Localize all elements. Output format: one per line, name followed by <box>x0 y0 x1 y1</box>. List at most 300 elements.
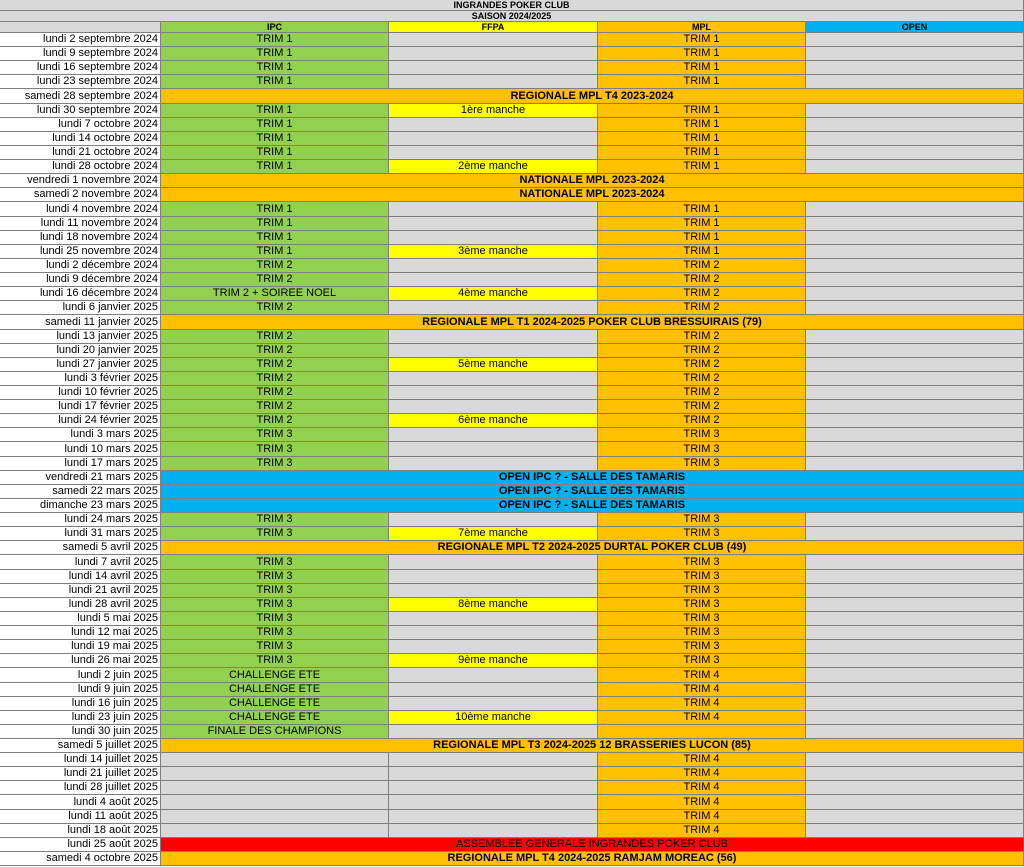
ipc-header: IPC <box>161 22 389 33</box>
ipc-cell: TRIM 1 <box>161 75 389 89</box>
ipc-cell <box>161 810 389 824</box>
ffpa-cell <box>389 824 598 838</box>
ffpa-cell <box>389 231 598 245</box>
date-cell: lundi 21 juillet 2025 <box>0 767 161 781</box>
ffpa-cell: 9ème manche <box>389 654 598 668</box>
ipc-cell: CHALLENGE ETE <box>161 683 389 697</box>
open-cell <box>806 725 1024 739</box>
ffpa-cell <box>389 400 598 414</box>
table-row <box>0 781 1024 795</box>
table-row <box>0 838 1024 852</box>
open-cell <box>806 824 1024 838</box>
ipc-cell: CHALLENGE ETE <box>161 697 389 711</box>
date-cell: lundi 27 janvier 2025 <box>0 358 161 372</box>
table-row <box>0 146 1024 160</box>
date-cell: lundi 7 octobre 2024 <box>0 118 161 132</box>
mpl-cell: TRIM 1 <box>598 245 806 259</box>
mpl-cell: TRIM 1 <box>598 75 806 89</box>
table-row <box>0 612 1024 626</box>
open-cell <box>806 584 1024 598</box>
date-cell: lundi 7 avril 2025 <box>0 555 161 570</box>
open-cell <box>806 668 1024 683</box>
date-cell: lundi 9 juin 2025 <box>0 683 161 697</box>
date-cell: lundi 14 avril 2025 <box>0 570 161 584</box>
table-row <box>0 245 1024 259</box>
table-row <box>0 33 1024 47</box>
open-cell <box>806 457 1024 471</box>
ipc-cell: TRIM 3 <box>161 442 389 457</box>
mpl-cell: TRIM 1 <box>598 47 806 61</box>
event-cell: REGIONALE MPL T4 2023-2024 <box>161 89 1024 104</box>
ipc-cell: TRIM 1 <box>161 160 389 174</box>
table-row <box>0 273 1024 287</box>
date-cell: lundi 16 juin 2025 <box>0 697 161 711</box>
table-row <box>0 485 1024 499</box>
date-cell: lundi 10 février 2025 <box>0 386 161 400</box>
ffpa-cell <box>389 457 598 471</box>
open-cell <box>806 414 1024 428</box>
date-cell: lundi 9 septembre 2024 <box>0 47 161 61</box>
event-cell: NATIONALE MPL 2023-2024 <box>161 188 1024 202</box>
ipc-cell <box>161 753 389 767</box>
ffpa-cell <box>389 132 598 146</box>
ipc-cell: TRIM 1 <box>161 146 389 160</box>
ipc-cell: TRIM 3 <box>161 457 389 471</box>
table-row <box>0 541 1024 555</box>
mpl-cell: TRIM 1 <box>598 217 806 231</box>
ipc-cell: TRIM 3 <box>161 640 389 654</box>
date-cell: lundi 14 juillet 2025 <box>0 753 161 767</box>
ipc-cell: TRIM 2 <box>161 330 389 344</box>
table-row <box>0 767 1024 781</box>
open-cell <box>806 217 1024 231</box>
ipc-cell: TRIM 3 <box>161 513 389 527</box>
date-cell: lundi 9 décembre 2024 <box>0 273 161 287</box>
mpl-cell: TRIM 2 <box>598 372 806 386</box>
table-row <box>0 315 1024 330</box>
ipc-cell: TRIM 3 <box>161 654 389 668</box>
ffpa-cell <box>389 668 598 683</box>
date-cell: lundi 21 octobre 2024 <box>0 146 161 160</box>
ipc-cell <box>161 767 389 781</box>
table-row <box>0 570 1024 584</box>
mpl-cell: TRIM 3 <box>598 626 806 640</box>
table-row <box>0 174 1024 188</box>
table-row <box>0 217 1024 231</box>
ffpa-cell <box>389 118 598 132</box>
column-header-row <box>0 22 1024 33</box>
date-cell: lundi 28 avril 2025 <box>0 598 161 612</box>
date-cell: lundi 11 août 2025 <box>0 810 161 824</box>
mpl-cell: TRIM 4 <box>598 810 806 824</box>
open-cell <box>806 683 1024 697</box>
open-cell <box>806 612 1024 626</box>
ipc-cell: CHALLENGE ETE <box>161 668 389 683</box>
date-cell: lundi 19 mai 2025 <box>0 640 161 654</box>
date-cell: lundi 28 octobre 2024 <box>0 160 161 174</box>
table-row <box>0 132 1024 146</box>
mpl-cell: TRIM 3 <box>598 612 806 626</box>
mpl-cell: TRIM 3 <box>598 555 806 570</box>
open-cell <box>806 372 1024 386</box>
ffpa-cell <box>389 428 598 442</box>
sheet-title: INGRANDES POKER CLUB <box>0 0 1024 11</box>
table-row <box>0 75 1024 89</box>
date-cell: lundi 11 novembre 2024 <box>0 217 161 231</box>
ffpa-cell <box>389 697 598 711</box>
open-cell <box>806 767 1024 781</box>
table-row <box>0 442 1024 457</box>
season-row <box>0 11 1024 22</box>
date-cell: lundi 3 février 2025 <box>0 372 161 386</box>
open-cell <box>806 344 1024 358</box>
ffpa-cell <box>389 781 598 795</box>
open-cell <box>806 386 1024 400</box>
open-cell <box>806 781 1024 795</box>
table-row <box>0 231 1024 245</box>
table-row <box>0 330 1024 344</box>
ipc-cell: TRIM 2 <box>161 372 389 386</box>
ipc-cell: TRIM 2 <box>161 400 389 414</box>
table-row <box>0 711 1024 725</box>
date-cell: samedi 28 septembre 2024 <box>0 89 161 104</box>
date-cell: lundi 23 septembre 2024 <box>0 75 161 89</box>
ffpa-cell <box>389 640 598 654</box>
open-cell <box>806 358 1024 372</box>
open-cell <box>806 330 1024 344</box>
table-row <box>0 372 1024 386</box>
mpl-cell: TRIM 2 <box>598 301 806 315</box>
open-cell <box>806 555 1024 570</box>
table-row <box>0 400 1024 414</box>
date-cell: vendredi 21 mars 2025 <box>0 471 161 485</box>
ffpa-cell <box>389 725 598 739</box>
mpl-header: MPL <box>598 22 806 33</box>
table-row <box>0 202 1024 217</box>
table-row <box>0 640 1024 654</box>
mpl-cell: TRIM 2 <box>598 386 806 400</box>
ffpa-cell <box>389 584 598 598</box>
date-cell: lundi 28 juillet 2025 <box>0 781 161 795</box>
table-row <box>0 739 1024 753</box>
ffpa-header: FFPA <box>389 22 598 33</box>
open-cell <box>806 245 1024 259</box>
mpl-cell: TRIM 1 <box>598 132 806 146</box>
open-cell <box>806 160 1024 174</box>
ffpa-cell <box>389 570 598 584</box>
open-cell <box>806 442 1024 457</box>
ipc-cell: TRIM 2 <box>161 344 389 358</box>
table-row <box>0 513 1024 527</box>
mpl-cell: TRIM 4 <box>598 824 806 838</box>
date-cell: lundi 26 mai 2025 <box>0 654 161 668</box>
date-cell: lundi 24 mars 2025 <box>0 513 161 527</box>
date-cell: samedi 22 mars 2025 <box>0 485 161 499</box>
table-row <box>0 358 1024 372</box>
ffpa-cell <box>389 626 598 640</box>
table-row <box>0 61 1024 75</box>
event-cell: REGIONALE MPL T3 2024-2025 12 BRASSERIES LUCON (85) <box>161 739 1024 753</box>
table-row <box>0 697 1024 711</box>
table-row <box>0 584 1024 598</box>
mpl-cell <box>598 725 806 739</box>
open-cell <box>806 711 1024 725</box>
open-cell <box>806 598 1024 612</box>
ipc-cell: TRIM 3 <box>161 598 389 612</box>
date-cell: lundi 23 juin 2025 <box>0 711 161 725</box>
mpl-cell: TRIM 3 <box>598 654 806 668</box>
date-cell: lundi 17 mars 2025 <box>0 457 161 471</box>
open-cell <box>806 61 1024 75</box>
ipc-cell: TRIM 2 <box>161 358 389 372</box>
mpl-cell: TRIM 2 <box>598 287 806 301</box>
date-cell: lundi 4 novembre 2024 <box>0 202 161 217</box>
date-cell: lundi 4 août 2025 <box>0 795 161 810</box>
mpl-cell: TRIM 3 <box>598 442 806 457</box>
ipc-cell: TRIM 1 <box>161 61 389 75</box>
table-row <box>0 683 1024 697</box>
ipc-cell <box>161 824 389 838</box>
date-cell: lundi 16 septembre 2024 <box>0 61 161 75</box>
ffpa-cell <box>389 513 598 527</box>
mpl-cell: TRIM 4 <box>598 683 806 697</box>
ffpa-cell: 4ème manche <box>389 287 598 301</box>
ipc-cell: TRIM 1 <box>161 231 389 245</box>
mpl-cell: TRIM 1 <box>598 33 806 47</box>
ipc-cell: TRIM 2 <box>161 414 389 428</box>
open-cell <box>806 753 1024 767</box>
ffpa-cell <box>389 753 598 767</box>
ffpa-cell: 3ème manche <box>389 245 598 259</box>
open-cell <box>806 570 1024 584</box>
ipc-cell: TRIM 3 <box>161 626 389 640</box>
table-row <box>0 725 1024 739</box>
ffpa-cell <box>389 273 598 287</box>
date-cell: lundi 30 septembre 2024 <box>0 104 161 118</box>
ipc-cell: TRIM 1 <box>161 132 389 146</box>
ffpa-cell <box>389 146 598 160</box>
ipc-cell: TRIM 3 <box>161 428 389 442</box>
event-cell: OPEN IPC ? - SALLE DES TAMARIS <box>161 485 1024 499</box>
open-cell <box>806 626 1024 640</box>
season-label: SAISON 2024/2025 <box>0 11 1024 22</box>
ffpa-cell <box>389 259 598 273</box>
date-cell: lundi 2 septembre 2024 <box>0 33 161 47</box>
event-cell: REGIONALE MPL T1 2024-2025 POKER CLUB BRESSUIRAIS (79) <box>161 315 1024 330</box>
ffpa-cell <box>389 202 598 217</box>
open-cell <box>806 513 1024 527</box>
table-row <box>0 753 1024 767</box>
date-cell: lundi 31 mars 2025 <box>0 527 161 541</box>
ffpa-cell <box>389 810 598 824</box>
open-cell <box>806 287 1024 301</box>
date-cell: lundi 10 mars 2025 <box>0 442 161 457</box>
table-row <box>0 259 1024 273</box>
ffpa-cell <box>389 767 598 781</box>
open-cell <box>806 527 1024 541</box>
open-cell <box>806 33 1024 47</box>
open-cell <box>806 428 1024 442</box>
mpl-cell: TRIM 2 <box>598 414 806 428</box>
mpl-cell: TRIM 3 <box>598 598 806 612</box>
mpl-cell: TRIM 4 <box>598 697 806 711</box>
ipc-cell: TRIM 1 <box>161 202 389 217</box>
open-cell <box>806 795 1024 810</box>
mpl-cell: TRIM 4 <box>598 781 806 795</box>
ffpa-cell <box>389 33 598 47</box>
ffpa-cell <box>389 372 598 386</box>
open-cell <box>806 47 1024 61</box>
ffpa-cell <box>389 330 598 344</box>
ffpa-cell <box>389 442 598 457</box>
ffpa-cell <box>389 47 598 61</box>
date-cell: lundi 18 août 2025 <box>0 824 161 838</box>
mpl-cell: TRIM 1 <box>598 118 806 132</box>
table-row <box>0 89 1024 104</box>
mpl-cell: TRIM 3 <box>598 640 806 654</box>
mpl-cell: TRIM 2 <box>598 358 806 372</box>
ipc-cell <box>161 795 389 810</box>
open-cell <box>806 104 1024 118</box>
open-cell <box>806 301 1024 315</box>
mpl-cell: TRIM 3 <box>598 513 806 527</box>
ipc-cell: TRIM 2 <box>161 259 389 273</box>
ffpa-cell: 10ème manche <box>389 711 598 725</box>
event-cell: REGIONALE MPL T4 2024-2025 RAMJAM MOREAC (56) <box>161 852 1024 866</box>
event-cell: ASSEMBLEE GENERALE INGRANDES POKER CLUB <box>161 838 1024 852</box>
ipc-cell: TRIM 3 <box>161 570 389 584</box>
table-row <box>0 287 1024 301</box>
event-cell: OPEN IPC ? - SALLE DES TAMARIS <box>161 499 1024 513</box>
table-row <box>0 457 1024 471</box>
date-cell: dimanche 23 mars 2025 <box>0 499 161 513</box>
ffpa-cell <box>389 344 598 358</box>
ipc-cell: TRIM 1 <box>161 245 389 259</box>
ffpa-cell <box>389 301 598 315</box>
mpl-cell: TRIM 2 <box>598 259 806 273</box>
mpl-cell: TRIM 2 <box>598 344 806 358</box>
date-cell: lundi 14 octobre 2024 <box>0 132 161 146</box>
ffpa-cell <box>389 683 598 697</box>
date-cell: samedi 5 juillet 2025 <box>0 739 161 753</box>
mpl-cell: TRIM 3 <box>598 428 806 442</box>
table-row <box>0 414 1024 428</box>
ffpa-cell <box>389 386 598 400</box>
ipc-cell: TRIM 2 <box>161 273 389 287</box>
table-row <box>0 527 1024 541</box>
date-cell: lundi 18 novembre 2024 <box>0 231 161 245</box>
mpl-cell: TRIM 4 <box>598 711 806 725</box>
open-cell <box>806 654 1024 668</box>
ipc-cell: FINALE DES CHAMPIONS <box>161 725 389 739</box>
ipc-cell: CHALLENGE ETE <box>161 711 389 725</box>
table-row <box>0 555 1024 570</box>
table-row <box>0 47 1024 61</box>
open-cell <box>806 132 1024 146</box>
date-cell: lundi 6 janvier 2025 <box>0 301 161 315</box>
table-row <box>0 852 1024 866</box>
table-row <box>0 795 1024 810</box>
ffpa-cell <box>389 217 598 231</box>
event-cell: REGIONALE MPL T2 2024-2025 DURTAL POKER CLUB (49) <box>161 541 1024 555</box>
date-header <box>0 22 161 33</box>
ipc-cell: TRIM 1 <box>161 47 389 61</box>
mpl-cell: TRIM 3 <box>598 584 806 598</box>
ffpa-cell: 2ème manche <box>389 160 598 174</box>
date-cell: lundi 16 décembre 2024 <box>0 287 161 301</box>
open-cell <box>806 697 1024 711</box>
ffpa-cell <box>389 555 598 570</box>
ffpa-cell: 1ère manche <box>389 104 598 118</box>
date-cell: lundi 2 décembre 2024 <box>0 259 161 273</box>
mpl-cell: TRIM 4 <box>598 795 806 810</box>
open-cell <box>806 259 1024 273</box>
mpl-cell: TRIM 4 <box>598 767 806 781</box>
date-cell: samedi 11 janvier 2025 <box>0 315 161 330</box>
open-cell <box>806 400 1024 414</box>
mpl-cell: TRIM 1 <box>598 146 806 160</box>
ipc-cell: TRIM 2 <box>161 386 389 400</box>
ffpa-cell: 5ème manche <box>389 358 598 372</box>
ffpa-cell: 7ème manche <box>389 527 598 541</box>
date-cell: lundi 3 mars 2025 <box>0 428 161 442</box>
mpl-cell: TRIM 2 <box>598 330 806 344</box>
open-cell <box>806 146 1024 160</box>
table-row <box>0 626 1024 640</box>
ffpa-cell <box>389 795 598 810</box>
date-cell: samedi 2 novembre 2024 <box>0 188 161 202</box>
table-row <box>0 386 1024 400</box>
mpl-cell: TRIM 2 <box>598 400 806 414</box>
open-cell <box>806 118 1024 132</box>
date-cell: samedi 5 avril 2025 <box>0 541 161 555</box>
ipc-cell: TRIM 2 + SOIREE NOEL <box>161 287 389 301</box>
open-cell <box>806 75 1024 89</box>
open-cell <box>806 202 1024 217</box>
date-cell: lundi 17 février 2025 <box>0 400 161 414</box>
table-row <box>0 654 1024 668</box>
ffpa-cell: 6ème manche <box>389 414 598 428</box>
ipc-cell: TRIM 1 <box>161 33 389 47</box>
table-row <box>0 160 1024 174</box>
mpl-cell: TRIM 4 <box>598 753 806 767</box>
open-cell <box>806 273 1024 287</box>
table-row <box>0 301 1024 315</box>
open-header: OPEN <box>806 22 1024 33</box>
open-cell <box>806 231 1024 245</box>
ipc-cell: TRIM 3 <box>161 612 389 626</box>
table-row <box>0 118 1024 132</box>
mpl-cell: TRIM 1 <box>598 104 806 118</box>
mpl-cell: TRIM 1 <box>598 202 806 217</box>
ipc-cell <box>161 781 389 795</box>
date-cell: lundi 5 mai 2025 <box>0 612 161 626</box>
table-row <box>0 824 1024 838</box>
mpl-cell: TRIM 1 <box>598 231 806 245</box>
table-row <box>0 471 1024 485</box>
mpl-cell: TRIM 4 <box>598 668 806 683</box>
date-cell: lundi 13 janvier 2025 <box>0 330 161 344</box>
ipc-cell: TRIM 1 <box>161 104 389 118</box>
ipc-cell: TRIM 3 <box>161 584 389 598</box>
table-row <box>0 344 1024 358</box>
ffpa-cell <box>389 612 598 626</box>
open-cell <box>806 640 1024 654</box>
table-row <box>0 104 1024 118</box>
open-cell <box>806 810 1024 824</box>
mpl-cell: TRIM 3 <box>598 527 806 541</box>
date-cell: lundi 12 mai 2025 <box>0 626 161 640</box>
